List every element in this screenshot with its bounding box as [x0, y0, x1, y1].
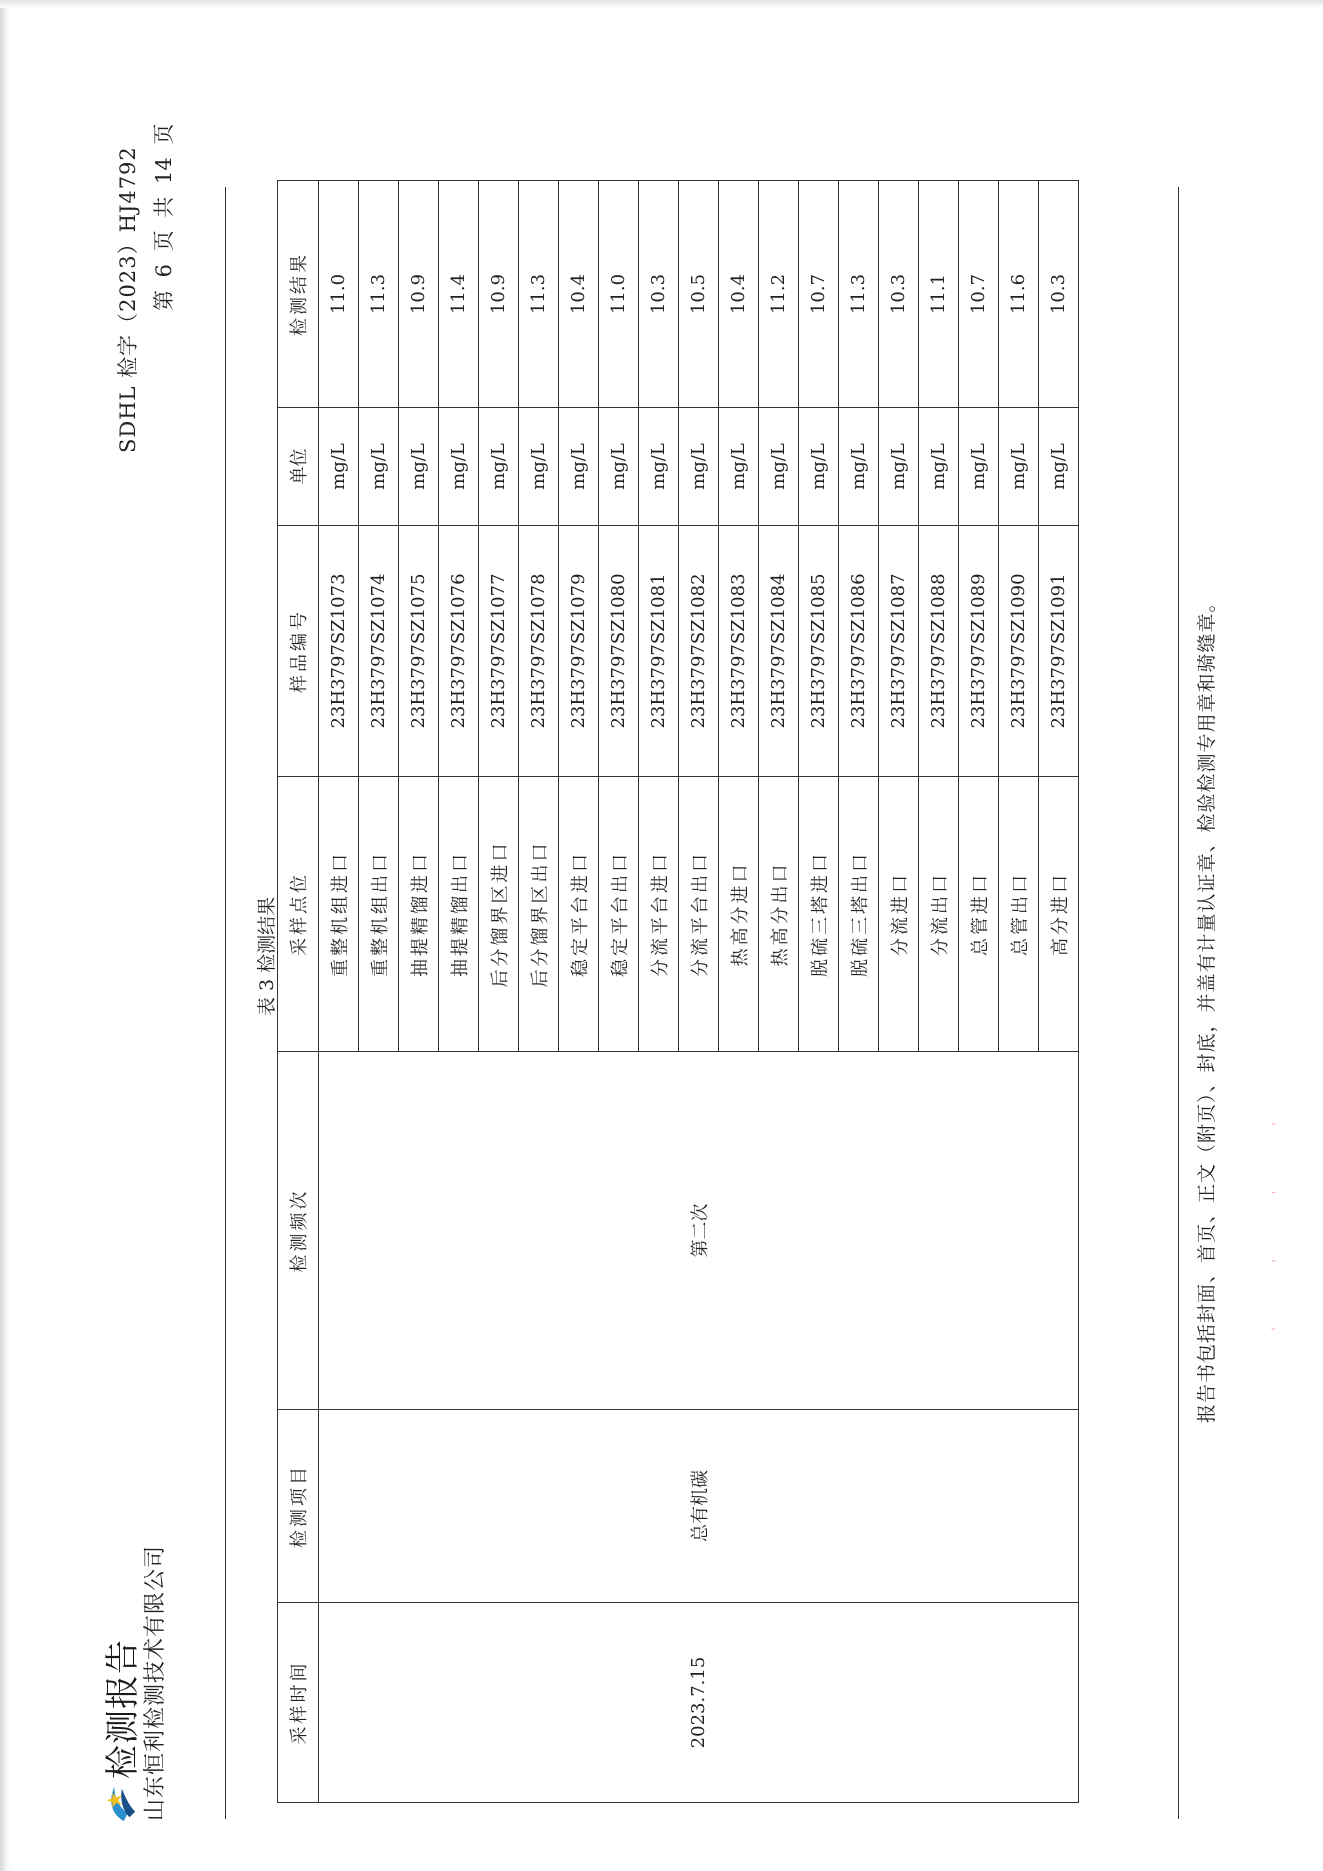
unit-cell: mg/L [639, 408, 679, 526]
location-cell: 热高分出口 [759, 777, 799, 1052]
column-header: 采样时间 [278, 1603, 319, 1803]
unit-cell: mg/L [999, 408, 1039, 526]
result-cell: 11.0 [599, 181, 639, 408]
location-cell: 脱硫三塔出口 [839, 777, 879, 1052]
logo-icon [101, 1785, 139, 1823]
sample-id-cell: 23H3797SZ1082 [679, 526, 719, 777]
location-cell: 分流平台进口 [639, 777, 679, 1052]
result-cell: 10.7 [799, 181, 839, 408]
unit-cell: mg/L [919, 408, 959, 526]
unit-cell: mg/L [599, 408, 639, 526]
table-header-row [278, 181, 319, 1803]
report-number: SDHL 检字（2023）HJ4792 [116, 146, 140, 453]
sample-id-cell: 23H3797SZ1090 [999, 526, 1039, 777]
page-indicator: 第 6 页 共 14 页 [152, 123, 176, 311]
unit-cell: mg/L [839, 408, 879, 526]
unit-cell: mg/L [519, 408, 559, 526]
result-cell: 11.3 [519, 181, 559, 408]
report-title: 检测报告 [103, 1639, 143, 1779]
location-cell: 总管出口 [999, 777, 1039, 1052]
sample-id-cell: 23H3797SZ1087 [879, 526, 919, 777]
sample-id-cell: 23H3797SZ1074 [359, 526, 399, 777]
location-cell: 抽提精馏出口 [439, 777, 479, 1052]
unit-cell: mg/L [399, 408, 439, 526]
column-header: 样品编号 [278, 526, 319, 777]
result-cell: 10.3 [1039, 181, 1079, 408]
frequency-cell: 第二次 [319, 1052, 1079, 1410]
results-table [277, 180, 1079, 1803]
unit-cell: mg/L [719, 408, 759, 526]
seal-stamp-trace: ' ' ' ' [1270, 1092, 1286, 1331]
result-cell: 10.3 [639, 181, 679, 408]
result-cell: 10.3 [879, 181, 919, 408]
location-cell: 热高分进口 [719, 777, 759, 1052]
company-name: 山东恒利检测技术有限公司 [143, 1544, 168, 1821]
column-header: 检测结果 [278, 181, 319, 408]
sample-id-cell: 23H3797SZ1083 [719, 526, 759, 777]
sample-id-cell: 23H3797SZ1091 [1039, 526, 1079, 777]
unit-cell: mg/L [879, 408, 919, 526]
unit-cell: mg/L [959, 408, 999, 526]
location-cell: 稳定平台进口 [559, 777, 599, 1052]
header-divider [225, 187, 226, 1819]
location-cell: 高分进口 [1039, 777, 1079, 1052]
report-logo [95, 1639, 144, 1823]
sample-id-cell: 23H3797SZ1080 [599, 526, 639, 777]
column-header: 采样点位 [278, 777, 319, 1052]
unit-cell: mg/L [479, 408, 519, 526]
unit-cell: mg/L [319, 408, 359, 526]
sample-id-cell: 23H3797SZ1076 [439, 526, 479, 777]
test-item-cell: 总有机碳 [319, 1410, 1079, 1603]
result-cell: 10.7 [959, 181, 999, 408]
location-cell: 分流出口 [919, 777, 959, 1052]
result-cell: 11.0 [319, 181, 359, 408]
unit-cell: mg/L [679, 408, 719, 526]
location-cell: 脱硫三塔进口 [799, 777, 839, 1052]
result-cell: 11.3 [839, 181, 879, 408]
result-cell: 10.4 [719, 181, 759, 408]
result-cell: 10.5 [679, 181, 719, 408]
location-cell: 分流平台出口 [679, 777, 719, 1052]
column-header: 检测项目 [278, 1410, 319, 1603]
result-cell: 11.4 [439, 181, 479, 408]
result-cell: 10.9 [399, 181, 439, 408]
sample-id-cell: 23H3797SZ1089 [959, 526, 999, 777]
footer-divider [1178, 187, 1179, 1819]
location-cell: 后分馏界区出口 [519, 777, 559, 1052]
location-cell: 后分馏界区进口 [479, 777, 519, 1052]
location-cell: 稳定平台出口 [599, 777, 639, 1052]
result-cell: 10.9 [479, 181, 519, 408]
sample-id-cell: 23H3797SZ1081 [639, 526, 679, 777]
location-cell: 抽提精馏进口 [399, 777, 439, 1052]
unit-cell: mg/L [1039, 408, 1079, 526]
location-cell: 重整机组进口 [319, 777, 359, 1052]
sample-id-cell: 23H3797SZ1079 [559, 526, 599, 777]
unit-cell: mg/L [359, 408, 399, 526]
unit-cell: mg/L [759, 408, 799, 526]
sample-id-cell: 23H3797SZ1086 [839, 526, 879, 777]
result-cell: 11.6 [999, 181, 1039, 408]
result-cell: 10.4 [559, 181, 599, 408]
sample-id-cell: 23H3797SZ1073 [319, 526, 359, 777]
sample-id-cell: 23H3797SZ1088 [919, 526, 959, 777]
table-row [319, 181, 359, 1803]
sample-id-cell: 23H3797SZ1077 [479, 526, 519, 777]
sample-id-cell: 23H3797SZ1085 [799, 526, 839, 777]
location-cell: 分流进口 [879, 777, 919, 1052]
sampling-date-cell: 2023.7.15 [319, 1603, 1079, 1803]
result-cell: 11.2 [759, 181, 799, 408]
sample-id-cell: 23H3797SZ1075 [399, 526, 439, 777]
unit-cell: mg/L [559, 408, 599, 526]
unit-cell: mg/L [799, 408, 839, 526]
column-header: 单位 [278, 408, 319, 526]
sample-id-cell: 23H3797SZ1078 [519, 526, 559, 777]
location-cell: 总管进口 [959, 777, 999, 1052]
footer-note: 报告书包括封面、首页、正文（附页）、封底，并盖有计量认证章、检验检测专用章和骑缝章。 [1196, 592, 1218, 1423]
table-caption: 表 3 检测结果 [256, 896, 278, 1016]
column-header: 检测频次 [278, 1052, 319, 1410]
result-cell: 11.1 [919, 181, 959, 408]
result-cell: 11.3 [359, 181, 399, 408]
sample-id-cell: 23H3797SZ1084 [759, 526, 799, 777]
unit-cell: mg/L [439, 408, 479, 526]
location-cell: 重整机组出口 [359, 777, 399, 1052]
